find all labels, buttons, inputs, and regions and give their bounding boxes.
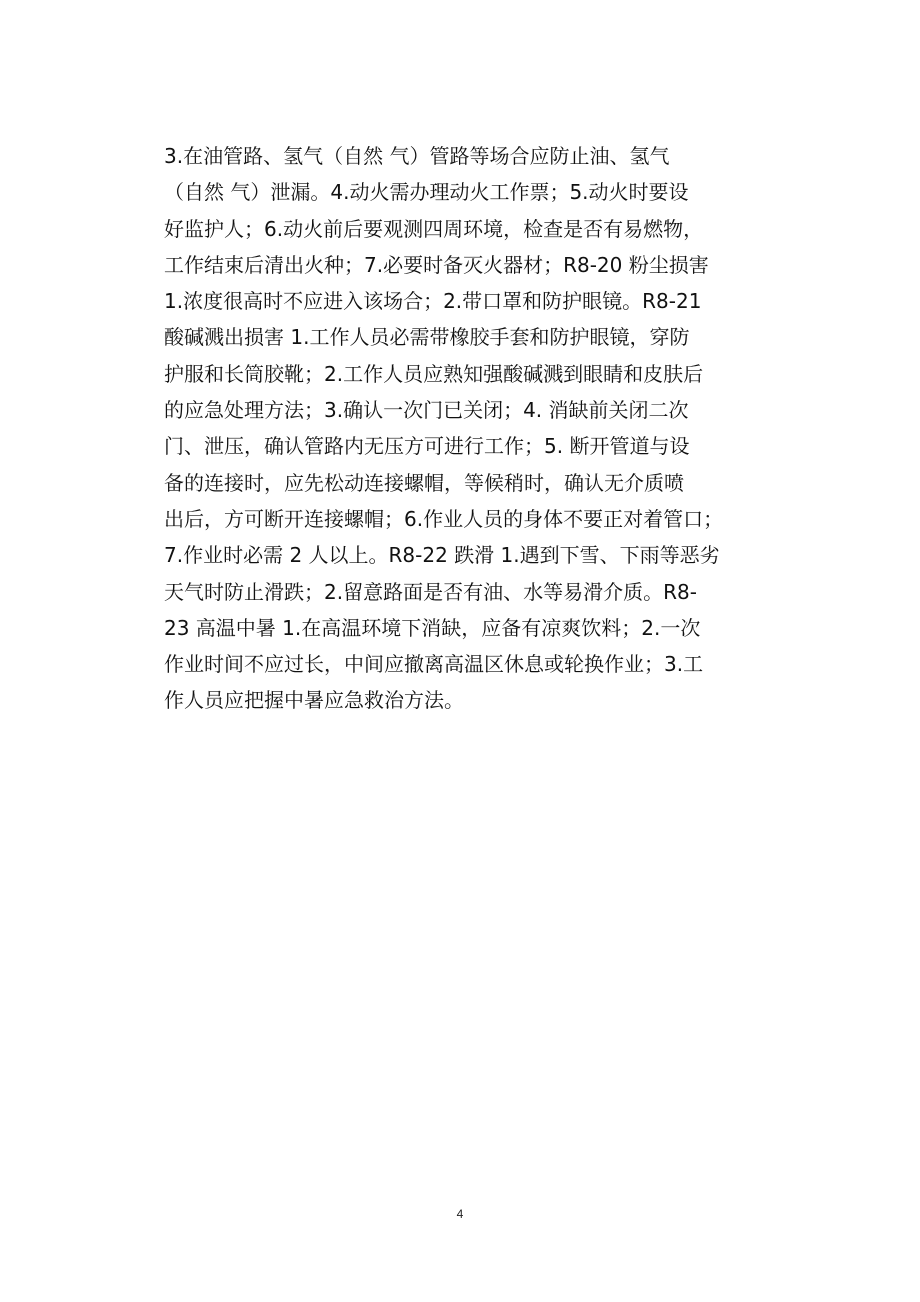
text-line: 天气时防止滑跌；2.留意路面是否有油、水等易滑介质。R8- — [164, 579, 697, 604]
text-line: 7.作业时必需 2 人以上。R8-22 跌滑 1.遇到下雪、下雨等恶劣 — [164, 543, 720, 568]
page-number: 4 — [456, 1207, 464, 1221]
text-line: 的应急处理方法；3.确认一次门已关闭；4. 消缺前关闭二次 — [164, 398, 689, 423]
text-line: 23 高温中暑 1.在高温环境下消缺，应备有凉爽饮料；2.一次 — [164, 615, 701, 640]
body-paragraph — [164, 138, 804, 719]
text-line: 好监护人；6.动火前后要观测四周环境，检查是否有易燃物， — [164, 216, 704, 241]
text-line: 3.在油管路、氢气（自然 气）管路等场合应防止油、氢气 — [164, 144, 670, 168]
text-line: 出后，方可断开连接螺帽；6.作业人员的身体不要正对着管口； — [164, 506, 724, 531]
text-line: 作业时间不应过长，中间应撤离高温区休息或轮换作业；3.工 — [164, 652, 704, 677]
text-line: 1.浓度很高时不应进入该场合；2.带口罩和防护眼镜。R8-21 — [164, 289, 702, 314]
text-line: （自然 气）泄漏。4.动火需办理动火工作票；5.动火时要设 — [164, 180, 689, 205]
text-line: 备的连接时，应先松动连接螺帽，等候稍时，确认无介质喷 — [164, 470, 684, 495]
text-line: 酸碱溅出损害 1.工作人员必需带橡胶手套和防护眼镜，穿防 — [164, 325, 690, 350]
text-line: 作人员应把握中暑应急救治方法。 — [164, 688, 464, 713]
text-line: 门、泄压，确认管路内无压方可进行工作；5. 断开管道与设 — [164, 434, 690, 459]
text-line: 护服和长筒胶靴；2.工作人员应熟知强酸碱溅到眼睛和皮肤后 — [164, 361, 704, 386]
text-line: 工作结束后清出火种；7.必要时备灭火器材；R8-20 粉尘损害 — [164, 252, 709, 277]
